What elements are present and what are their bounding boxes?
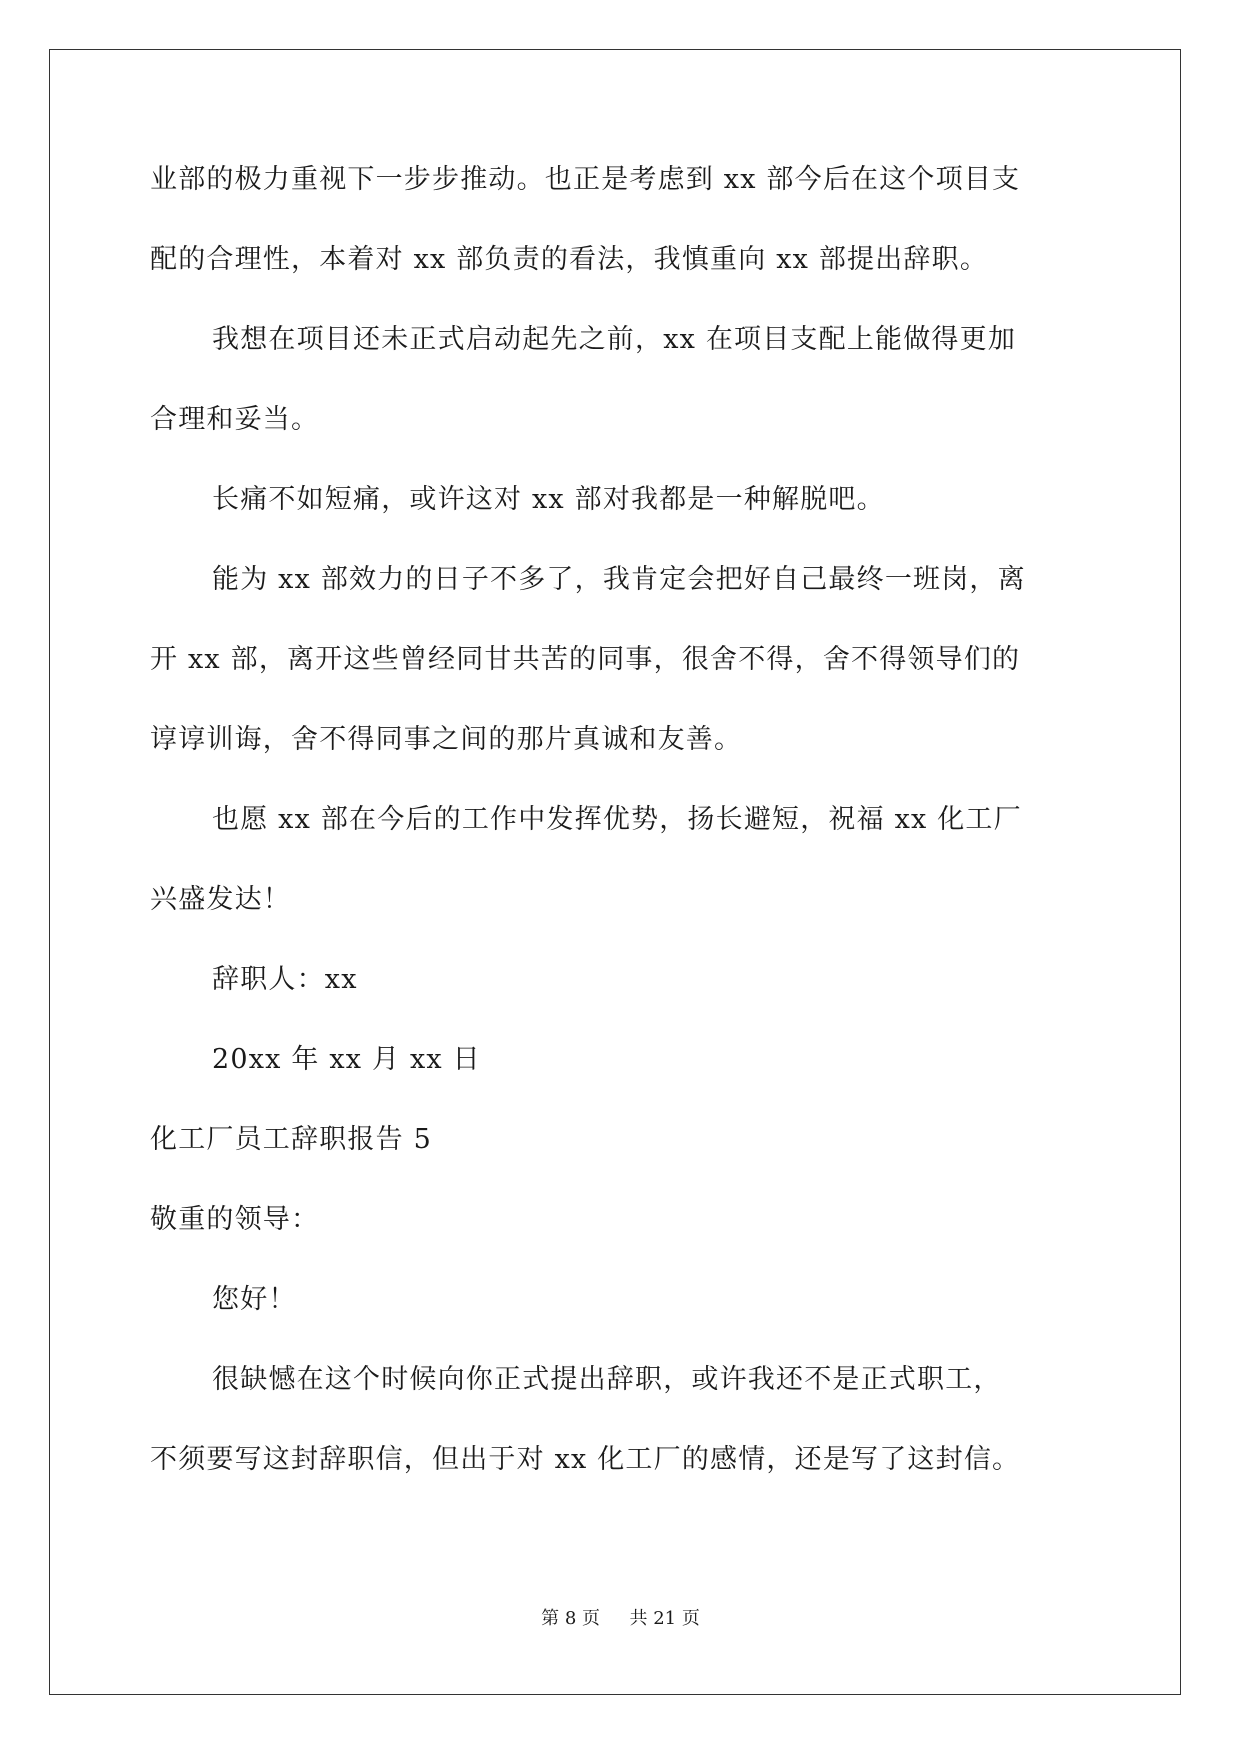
text-line: 不须要写这封辞职信，但出于对 xx 化工厂的感情，还是写了这封信。: [150, 1444, 1021, 1475]
paragraph-start: 很缺憾在这个时候向你正式提出辞职，或许我还不是正式职工，: [212, 1364, 1002, 1395]
paragraph-start: 能为 xx 部效力的日子不多了，我肯定会把好自己最终一班岗，离: [212, 564, 1026, 595]
page-number: 第 8 页: [541, 1608, 601, 1629]
text-line: 业部的极力重视下一步步推动。也正是考虑到 xx 部今后在这个项目支: [150, 164, 1021, 195]
text-line: 合理和妥当。: [150, 404, 320, 435]
paragraph-start: 也愿 xx 部在今后的工作中发挥优势，扬长避短，祝福 xx 化工厂: [212, 804, 1022, 835]
greeting: 您好！: [212, 1284, 297, 1315]
text-line: 兴盛发达！: [150, 884, 291, 915]
text-line: 谆谆训诲，舍不得同事之间的那片真诚和友善。: [150, 724, 743, 755]
text-line: 配的合理性，本着对 xx 部负责的看法，我慎重向 xx 部提出辞职。: [150, 244, 989, 275]
signature-line: 辞职人：xx: [212, 964, 358, 995]
page-footer: [0, 1604, 1241, 1630]
salutation: 敬重的领导：: [150, 1204, 320, 1235]
paragraph-start: 我想在项目还未正式启动起先之前，xx 在项目支配上能做得更加: [212, 324, 1017, 355]
page-total: 共 21 页: [629, 1608, 700, 1629]
date-line: 20xx 年 xx 月 xx 日: [212, 1044, 481, 1075]
text-line: 开 xx 部，离开这些曾经同甘共苦的同事，很舍不得，舍不得领导们的: [150, 644, 1021, 675]
paragraph-start: 长痛不如短痛，或许这对 xx 部对我都是一种解脱吧。: [212, 484, 885, 515]
section-title: 化工厂员工辞职报告 5: [150, 1124, 432, 1155]
